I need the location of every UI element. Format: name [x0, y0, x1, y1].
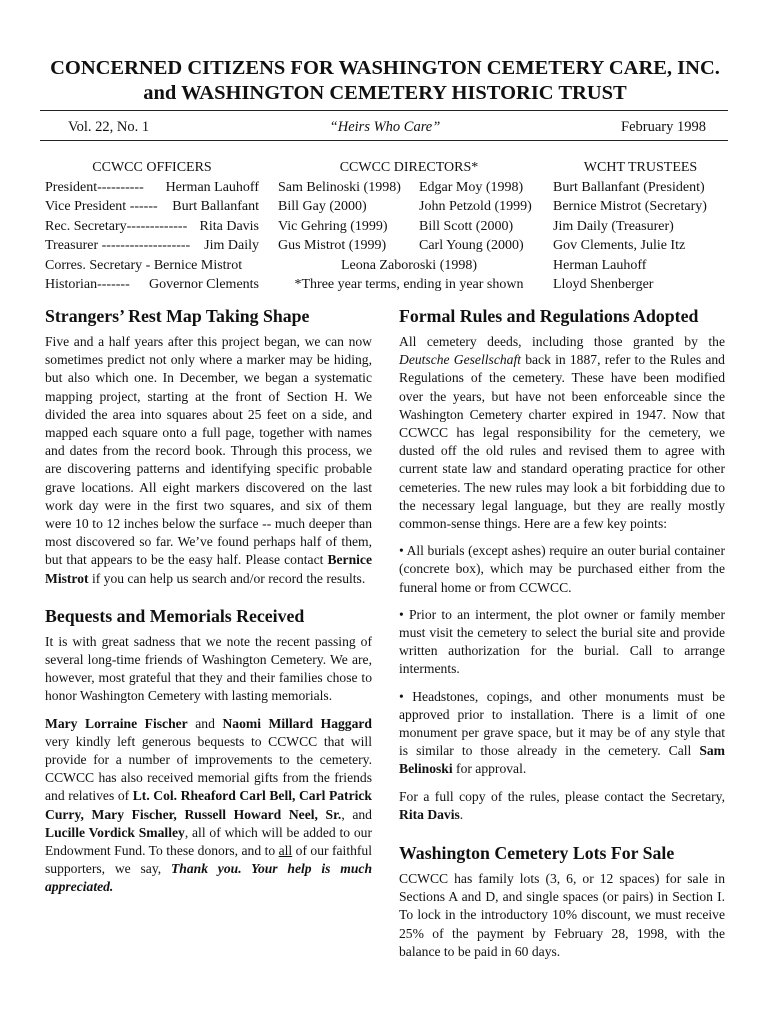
rules-contact: Rita Davis	[399, 806, 460, 822]
rules-contact: Sam Belinoski	[399, 743, 725, 777]
bequests-para-2	[45, 715, 372, 897]
officer-row	[45, 236, 259, 256]
director-centered: Leona Zaboroski (1998)	[340, 257, 478, 273]
masthead	[40, 56, 730, 106]
rules-text: For a full copy of the rules, please contact the Secretary,	[399, 788, 725, 804]
trustees-heading: WCHT TRUSTEES	[583, 160, 698, 175]
bequest-conj: and	[187, 715, 223, 731]
officer-name: Jim Daily	[204, 238, 259, 253]
officer-name: Rita Davis	[199, 218, 259, 234]
issue-motto: “Heirs Who Care”	[329, 119, 441, 135]
officer-title: President----------	[45, 179, 144, 195]
masthead-line-1: CONCERNED CITIZENS FOR WASHINGTON CEMETERY CARE, INC.	[50, 57, 720, 79]
bequest-name: Mary Lorraine Fischer	[45, 715, 188, 731]
bequest-name: Naomi Millard Haggard	[222, 715, 372, 731]
rules-contact-para	[399, 788, 725, 824]
rules-bullet-3	[399, 688, 725, 779]
officers-box	[45, 158, 259, 295]
bequest-text: , and	[341, 806, 372, 822]
officer-name: Burt Ballanfant	[172, 199, 259, 214]
masthead-line-2: and WASHINGTON CEMETERY HISTORIC TRUST	[143, 82, 627, 104]
rules-text: back in 1887, refer to the Rules and Regulations of the cemetery. These have been modified over the years, but have not been enforceable since the Washington Cemetery charter expired in 1947. Now that CCWCC has legal responsibility for the cemetery, we dusted off the old rules and revised them to agree with current state law and standard operating practice for other cemeteries. The new rules may look a bit forbidding due to the necessary legal language, but they are really mostly common-sense things. Here are a few key points:	[399, 352, 725, 532]
director-name: Vic Gehring (1999)	[278, 218, 388, 234]
trustee-row: Lloyd Shenberger	[553, 277, 654, 292]
right-column	[399, 305, 725, 961]
trustee-row: Herman Lauhoff	[553, 257, 647, 273]
officer-row	[45, 178, 259, 198]
director-name: Carl Young (2000)	[419, 238, 524, 253]
bequests-title: Bequests and Memorials Received	[45, 605, 305, 626]
bequest-all: all	[278, 843, 293, 859]
director-name: John Petzold (1999)	[419, 199, 532, 214]
bequest-closing: Thank you. Your help is much appreciated.	[45, 861, 372, 895]
director-name: Gus Mistrot (1999)	[278, 238, 387, 253]
directors-footnote: *Three year terms, ending in year shown	[294, 277, 524, 292]
issue-date: February 1998	[621, 119, 706, 135]
rules-text: for approval.	[452, 761, 527, 777]
rules-bullet-1: • All burials (except ashes) require an outer burial container (concrete box), which may be purchased either from the funeral home or from CCWCC.	[399, 543, 725, 595]
bequests-para-1: It is with great sadness that we note the recent passing of several long-time friends of Washington Cemetery. We are, however, most grateful that they and their families chose to honor Washington Cemetery with lasting memorials.	[45, 633, 372, 704]
director-row	[278, 178, 540, 198]
officer-row	[45, 197, 259, 217]
director-row	[278, 236, 540, 256]
rules-text: All cemetery deeds, including those granted by the	[399, 334, 725, 349]
left-column	[45, 305, 372, 897]
strangers-text-end: if you can help us search and/or record the results.	[88, 570, 366, 586]
trustee-row: Burt Ballanfant (President)	[553, 179, 705, 195]
trustee-row: Jim Daily (Treasurer)	[553, 218, 674, 234]
officer-name: Governor Clements	[148, 277, 259, 292]
officer-row	[45, 275, 259, 295]
directors-heading-mark: *	[471, 160, 479, 175]
officers-heading: CCWCC OFFICERS	[92, 160, 212, 175]
director-name: Bill Scott (2000)	[419, 218, 514, 234]
strangers-title: Strangers’ Rest Map Taking Shape	[45, 306, 310, 326]
issue-volume: Vol. 22, No. 1	[68, 119, 150, 135]
rules-text: • Headstones, copings, and other monuments must be approved prior to installation. There is a limit of one monument per grave space, but it may be of any style that is similar to those already in the cemetery. Call	[399, 688, 725, 759]
rules-para-1	[399, 333, 725, 533]
officer-row	[45, 217, 259, 237]
officer-title: Corres. Secretary - Bernice Mistrot	[45, 257, 243, 273]
strangers-body	[45, 333, 372, 588]
rules-title: Formal Rules and Regulations Adopted	[399, 306, 699, 326]
officer-row	[45, 256, 259, 276]
officer-title: Vice President ------	[45, 199, 158, 214]
officer-name: Herman Lauhoff	[165, 179, 259, 195]
officer-title: Historian-------	[45, 277, 130, 292]
lots-body: CCWCC has family lots (3, 6, or 12 spaces) for sale in Sections A and D, and single spaces (or pairs) in Section I. To lock in the introductory 10% discount, we must receive 25% of the payment by February 28, 1998, with the balance to be paid in 60 days.	[399, 871, 725, 959]
memorial-name: Lucille Vordick Smalley	[45, 824, 185, 840]
directors-heading	[278, 158, 540, 178]
directors-heading-text: CCWCC DIRECTORS	[339, 160, 472, 175]
rules-bullet-2: • Prior to an interment, the plot owner or family member must visit the cemetery to select the burial site and provide written authorization for the burial. Call to arrange interments.	[399, 606, 725, 677]
masthead-rule-bottom	[40, 140, 728, 141]
memorial-names: Lt. Col. Rheaford Carl Bell, Carl Patrick Curry, Mary Fischer, Russell Howard Neel, Sr.	[45, 788, 372, 822]
director-name: Sam Belinoski (1998)	[278, 179, 401, 195]
strangers-contact: Bernice Mistrot	[45, 552, 372, 586]
lots-title: Washington Cemetery Lots For Sale	[399, 843, 675, 864]
strangers-text: Five and a half years after this project began, we can now sometimes predict not only where a marker may be hiding, but also which one. In December, we began a systematic mapping project, starting at the front of Section H. We divided the area into squares about 25 feet on a side, and mapped each square onto a full page, together with names and dates from the record book. Through this process, we are discovering patterns and identifying specific probable grave locations. All eight markers discovered on the last work day were in the first two squares, and six of them were 10 to 12 inches below the surface -- much deeper than most discovered so far. We’ve found perhaps half of them, but that appears to be the easy half. Please contact	[45, 334, 372, 568]
director-row	[278, 217, 540, 237]
bequest-text: very kindly left generous bequests to CCWCC that will provide for a number of improvements to the cemetery. CCWCC has also received memorial gifts from the friends and relatives of	[45, 733, 372, 804]
trustees-box	[553, 158, 728, 295]
officer-title: Treasurer -------------------	[45, 238, 191, 253]
director-name: Bill Gay (2000)	[278, 199, 367, 214]
trustee-row: Gov Clements, Julie Itz	[553, 238, 686, 253]
rules-society: Deutsche Gesellschaft	[399, 352, 521, 368]
director-name: Edgar Moy (1998)	[419, 179, 524, 195]
directors-box	[278, 158, 540, 295]
bequest-text: , all of which will be added to our Endowment Fund. To these donors, and to	[45, 824, 372, 859]
bequest-text: of our faithful supporters, we say,	[45, 843, 372, 877]
director-row	[278, 197, 540, 217]
rules-text: .	[459, 806, 464, 822]
masthead-rule-top	[40, 110, 728, 111]
trustee-row: Bernice Mistrot (Secretary)	[553, 199, 707, 214]
officer-title: Rec. Secretary-------------	[45, 218, 188, 234]
